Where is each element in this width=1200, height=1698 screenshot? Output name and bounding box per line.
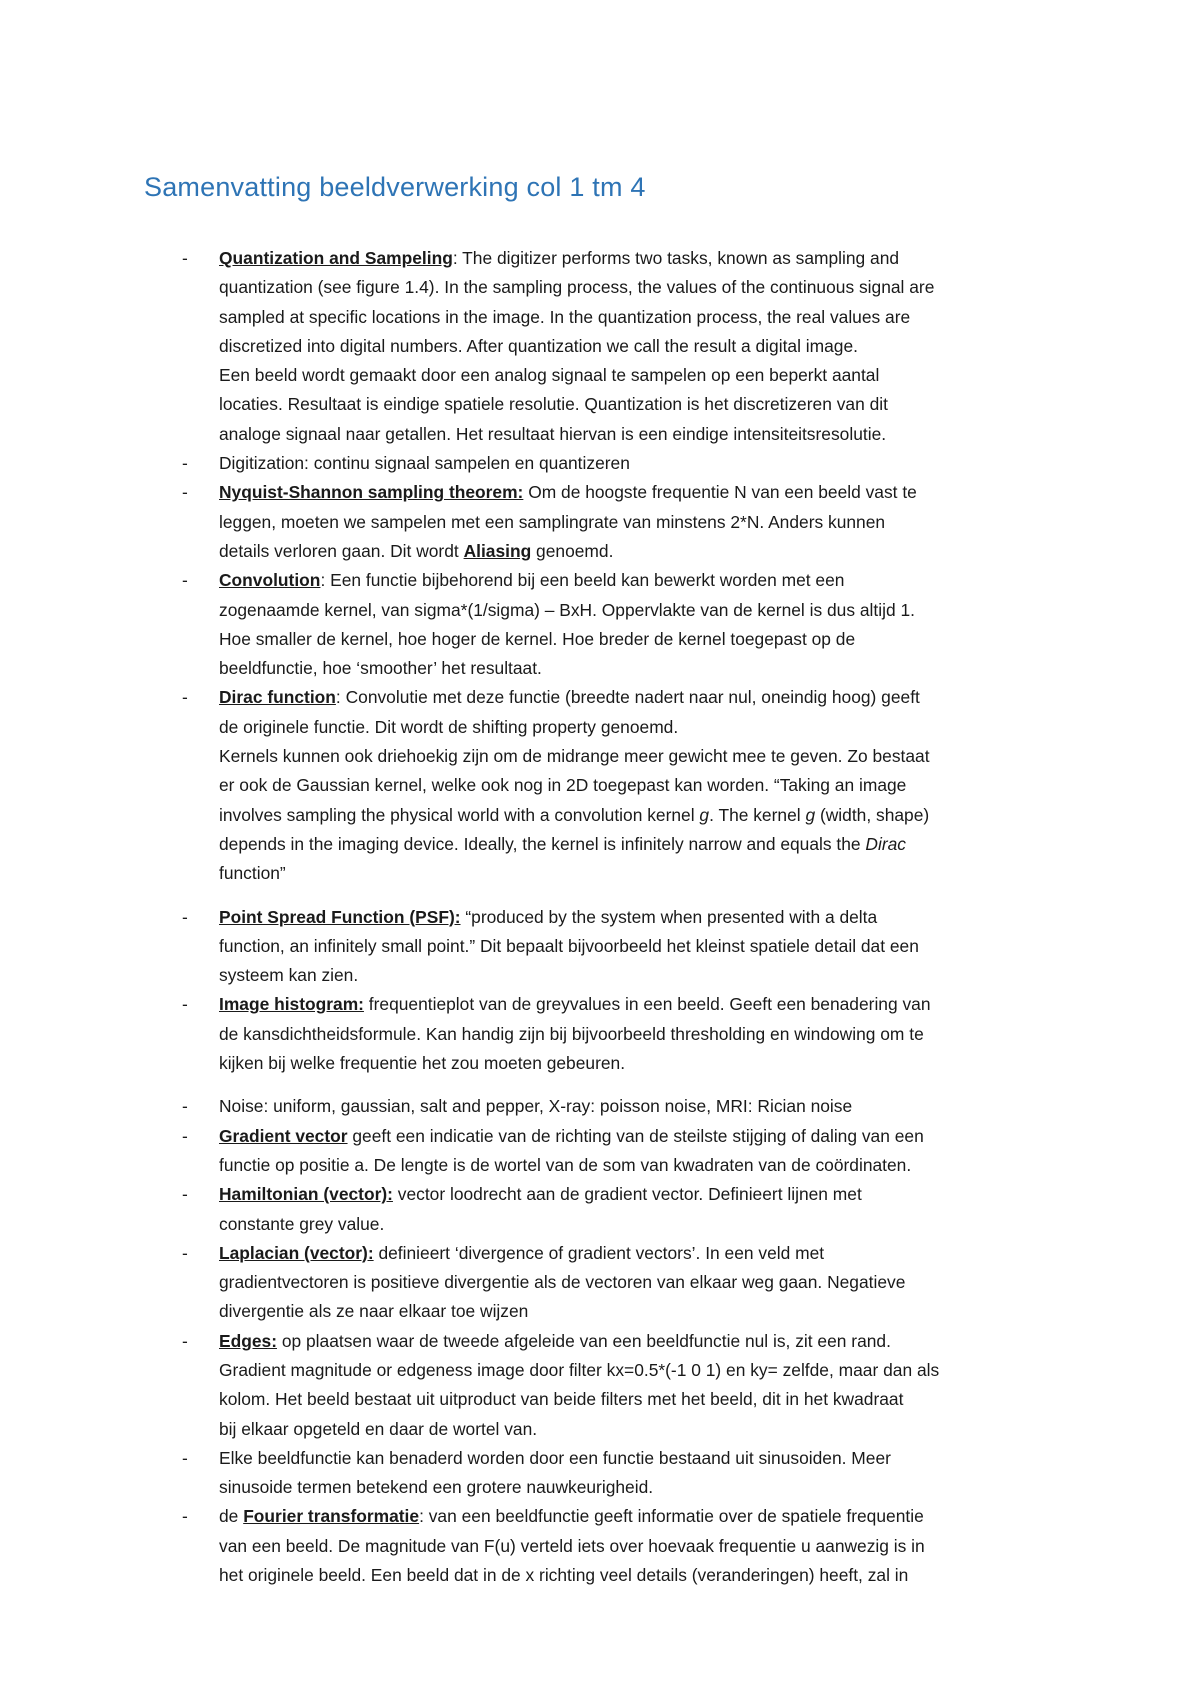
text-line: [219, 1327, 1062, 1356]
term-label: Laplacian (vector):: [219, 1242, 374, 1263]
text-line: [219, 625, 1062, 654]
italic-text: g: [805, 804, 816, 825]
text-run: : van een beeldfunctie geeft informatie over de spatiele frequentie: [419, 1506, 924, 1527]
text-run: : The digitizer performs two tasks, known as sampling and: [452, 248, 900, 268]
text-run: Gradient magnitude or edgeness image door filter kx=0.5*(-1 0 1) en ky= zelfde, maar dan als: [219, 1359, 940, 1380]
text-line: [219, 961, 1062, 990]
text-line: [219, 1092, 1062, 1121]
text-line: [219, 596, 1062, 625]
text-run: Kernels kunnen ook driehoekig zijn om de midrange meer gewicht mee te geven. Zo bestaat: [219, 746, 930, 767]
term-label: Aliasing: [463, 540, 532, 561]
bullet-dash: -: [182, 687, 188, 708]
text-run: (width, shape): [815, 804, 930, 825]
term-label: Hamiltonian (vector):: [219, 1184, 393, 1205]
text-line: [219, 273, 1062, 302]
term-label: Nyquist-Shannon sampling theorem:: [219, 482, 524, 503]
text-run: gradientvectoren is positieve divergentie als de vectoren van elkaar weg gaan. Negatieve: [219, 1272, 906, 1293]
text-line: [219, 1561, 1062, 1590]
text-run: vector loodrecht aan de gradient vector. Definieert lijnen met: [392, 1184, 862, 1205]
term-label: Quantization and Sampeling: [219, 248, 453, 268]
list-item: [0, 683, 1062, 888]
text-line: [219, 1444, 1062, 1473]
text-run: sinusoide termen betekend een grotere nauwkeurigheid.: [219, 1477, 654, 1498]
text-line: [219, 1356, 1062, 1385]
list-item: [0, 1327, 1062, 1444]
list-item: [0, 1122, 1062, 1181]
text-run: systeem kan zien.: [219, 965, 359, 986]
text-line: [219, 830, 1062, 859]
text-run: beeldfunctie, hoe ‘smoother’ het resultaat.: [219, 658, 542, 679]
bullet-dash: -: [182, 248, 188, 268]
text-run: er ook de Gaussian kernel, welke ook nog in 2D toegepast kan worden. “Taking an image: [219, 775, 907, 796]
list-item: [0, 1239, 1062, 1327]
text-line: [219, 508, 1062, 537]
text-run: function”: [219, 863, 286, 884]
list-item: [0, 1092, 1062, 1121]
list-item: [0, 990, 1062, 1078]
text-line: [219, 390, 1062, 419]
text-line: [219, 1020, 1062, 1049]
text-run: de kansdichtheidsformule. Kan handig zijn bij bijvoorbeeld thresholding en windowing om te: [219, 1023, 924, 1044]
text-line: [219, 1239, 1062, 1268]
text-line: [219, 1532, 1062, 1561]
text-run: leggen, moeten we sampelen met een samplingrate van minstens 2*N. Anders kunnen: [219, 511, 886, 532]
text-line: [219, 990, 1062, 1019]
term-label: Convolution: [219, 570, 321, 591]
bullet-dash: -: [182, 1184, 188, 1205]
text-line: [219, 1151, 1062, 1180]
text-line: [219, 654, 1062, 683]
list-item: [0, 244, 1062, 449]
term-label: Point Spread Function (PSF):: [219, 906, 461, 927]
bullet-dash: -: [182, 570, 188, 591]
term-label: Fourier transformatie: [243, 1506, 420, 1527]
text-run: Om de hoogste frequentie N van een beeld vast te: [523, 482, 917, 503]
text-line: [219, 1473, 1062, 1502]
bullet-dash: -: [182, 906, 188, 927]
text-run: : Convolutie met deze functie (breedte nadert naar nul, oneindig hoog) geeft: [335, 687, 920, 708]
text-run: genoemd.: [531, 540, 614, 561]
text-line: [219, 478, 1062, 507]
text-line: [219, 1297, 1062, 1326]
text-run: Hoe smaller de kernel, hoe hoger de kernel. Hoe breder de kernel toegepast op de: [219, 628, 856, 649]
text-run: depends in the imaging device. Ideally, the kernel is infinitely narrow and equals the: [219, 833, 866, 854]
text-run: van een beeld. De magnitude van F(u) verteld iets over hoevaak frequentie u aanwezig is in: [219, 1535, 925, 1556]
bullet-dash: -: [182, 1506, 188, 1527]
text-line: [219, 1049, 1062, 1078]
text-run: : Een functie bijbehorend bij een beeld kan bewerkt worden met een: [320, 570, 845, 591]
list-item: [0, 1502, 1062, 1590]
text-line: [219, 801, 1062, 830]
bullet-dash: -: [182, 482, 188, 503]
text-run: het originele beeld. Een beeld dat in de x richting veel details (veranderingen) heeft, zal in: [219, 1565, 909, 1586]
bullet-dash: -: [182, 1330, 188, 1351]
text-line: [219, 742, 1062, 771]
bullet-list: [0, 244, 1200, 1590]
text-line: [219, 1502, 1062, 1531]
text-line: [219, 859, 1062, 888]
text-run: zogenaamde kernel, van sigma*(1/sigma) – BxH. Oppervlakte van de kernel is dus altijd 1.: [219, 599, 915, 620]
italic-text: g: [699, 804, 710, 825]
bullet-dash: -: [182, 1242, 188, 1263]
text-run: bij elkaar opgeteld en daar de wortel van.: [219, 1418, 538, 1439]
text-line: [219, 932, 1062, 961]
bullet-dash: -: [182, 1096, 188, 1117]
text-run: divergentie als ze naar elkaar toe wijzen: [219, 1301, 529, 1322]
text-run: . The kernel: [709, 804, 806, 825]
text-run: op plaatsen waar de tweede afgeleide van een beeldfunctie nul is, zit een rand.: [276, 1330, 891, 1351]
text-line: [219, 771, 1062, 800]
text-line: [219, 332, 1062, 361]
text-line: [219, 683, 1062, 712]
text-run: geeft een indicatie van de richting van de steilste stijging of daling van een: [347, 1125, 924, 1146]
text-run: Digitization: continu signaal sampelen en quantizeren: [219, 453, 630, 474]
text-line: [219, 244, 1062, 273]
list-item: [0, 1180, 1062, 1239]
text-run: frequentieplot van de greyvalues in een beeld. Geeft een benadering van: [363, 994, 931, 1015]
text-run: Een beeld wordt gemaakt door een analog signaal te sampelen op een beperkt aantal: [219, 365, 880, 386]
text-run: kolom. Het beeld bestaat uit uitproduct van beide filters met het beeld, dit in het kwadraat: [219, 1389, 904, 1410]
text-line: [219, 1210, 1062, 1239]
text-line: [219, 1415, 1062, 1444]
text-line: [219, 537, 1062, 566]
text-run: function, an infinitely small point.” Dit bepaalt bijvoorbeeld het kleinst spatiele detail dat een: [219, 935, 919, 956]
term-label: Image histogram:: [219, 994, 364, 1015]
text-run: locaties. Resultaat is eindige spatiele resolutie. Quantization is het discretizeren van dit: [219, 394, 888, 415]
text-run: quantization (see figure 1.4). In the sampling process, the values of the continuous signal are: [219, 277, 935, 298]
list-item: [0, 478, 1062, 566]
text-run: Elke beeldfunctie kan benaderd worden door een functie bestaand uit sinusoiden. Meer: [219, 1447, 891, 1468]
text-run: sampled at specific locations in the image. In the quantization process, the real values are: [219, 306, 911, 327]
italic-text: Dirac: [865, 833, 907, 854]
text-line: [219, 1180, 1062, 1209]
text-line: [219, 303, 1062, 332]
text-run: involves sampling the physical world with a convolution kernel: [219, 804, 700, 825]
text-line: [219, 1385, 1062, 1414]
document-title: Samenvatting beeldverwerking col 1 tm 4: [144, 172, 646, 202]
text-run: Noise: uniform, gaussian, salt and pepper, X-ray: poisson noise, MRI: Rician noise: [219, 1096, 853, 1117]
text-run: functie op positie a. De lengte is de wortel van de som van kwadraten van de coördinaten.: [219, 1154, 912, 1175]
text-run: constante grey value.: [219, 1213, 385, 1234]
bullet-dash: -: [182, 1447, 188, 1468]
term-label: Dirac function: [219, 687, 336, 708]
list-item: [0, 449, 1062, 478]
text-run: “produced by the system when presented with a delta: [460, 906, 878, 927]
list-item: [0, 1444, 1062, 1503]
text-run: analoge signaal naar getallen. Het resultaat hiervan is een eindige intensiteitsresolutie.: [219, 423, 887, 444]
list-item: [0, 903, 1062, 991]
text-line: [219, 903, 1062, 932]
text-line: [219, 713, 1062, 742]
text-line: [219, 361, 1062, 390]
text-line: [219, 449, 1062, 478]
term-label: Gradient vector: [219, 1125, 348, 1146]
term-label: Edges:: [219, 1330, 277, 1351]
text-line: [219, 1268, 1062, 1297]
bullet-dash: -: [182, 453, 188, 474]
bullet-dash: -: [182, 994, 188, 1015]
text-run: de originele functie. Dit wordt de shifting property genoemd.: [219, 716, 679, 737]
text-run: definieert ‘divergence of gradient vectors’. In een veld met: [373, 1242, 825, 1263]
text-line: [219, 566, 1062, 595]
list-item: [0, 566, 1062, 683]
text-line: [219, 1122, 1062, 1151]
text-run: kijken bij welke frequentie het zou moeten gebeuren.: [219, 1053, 626, 1074]
text-line: [219, 420, 1062, 449]
bullet-dash: -: [182, 1125, 188, 1146]
text-run: de: [219, 1506, 244, 1527]
text-run: discretized into digital numbers. After quantization we call the result a digital image.: [219, 335, 858, 356]
text-run: details verloren gaan. Dit wordt: [219, 540, 464, 561]
